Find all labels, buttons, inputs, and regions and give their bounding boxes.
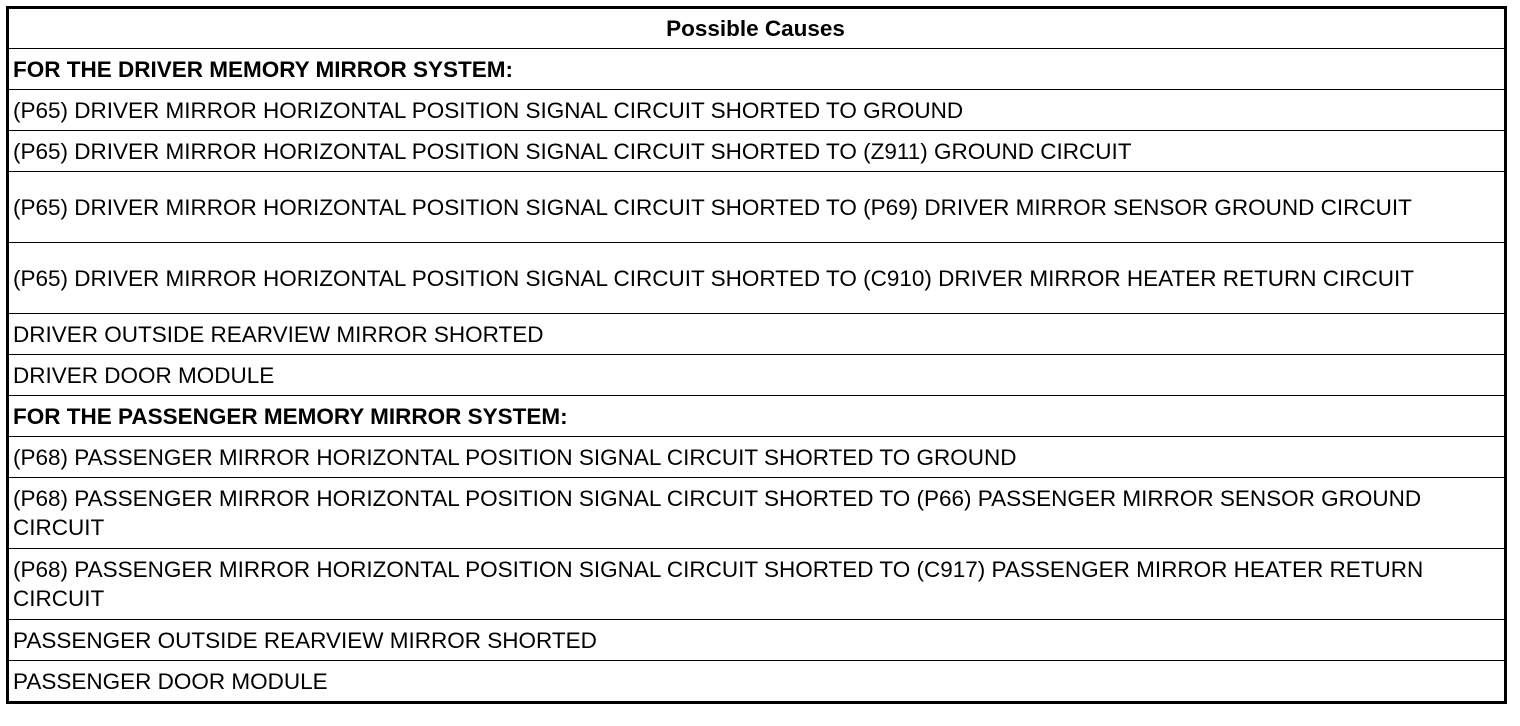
table-row — [9, 355, 1504, 396]
table-row — [9, 437, 1504, 478]
table-row — [9, 620, 1504, 661]
table-row — [9, 172, 1504, 243]
table-row — [9, 90, 1504, 131]
cause-cell: (P65) DRIVER MIRROR HORIZONTAL POSITION SIGNAL CIRCUIT SHORTED TO GROUND — [9, 90, 1504, 131]
cause-cell: DRIVER DOOR MODULE — [9, 355, 1504, 396]
table-header-possible-causes: Possible Causes — [666, 16, 845, 41]
cause-cell: PASSENGER OUTSIDE REARVIEW MIRROR SHORTED — [9, 620, 1504, 661]
cause-cell: (P68) PASSENGER MIRROR HORIZONTAL POSITION SIGNAL CIRCUIT SHORTED TO (C917) PASSENGER MIRROR HEATER RETURN CIRCUIT — [9, 549, 1504, 620]
table-row — [9, 478, 1504, 549]
table-row — [9, 49, 1504, 90]
possible-causes-table-frame — [6, 6, 1507, 704]
table-row — [9, 661, 1504, 702]
possible-causes-table — [9, 9, 1504, 701]
cause-cell: (P68) PASSENGER MIRROR HORIZONTAL POSITION SIGNAL CIRCUIT SHORTED TO GROUND — [9, 437, 1504, 478]
section-heading-passenger: FOR THE PASSENGER MEMORY MIRROR SYSTEM: — [9, 396, 1504, 437]
table-row — [9, 131, 1504, 172]
cause-cell: (P65) DRIVER MIRROR HORIZONTAL POSITION SIGNAL CIRCUIT SHORTED TO (Z911) GROUND CIRCUIT — [9, 131, 1504, 172]
table-row — [9, 314, 1504, 355]
cause-cell: (P65) DRIVER MIRROR HORIZONTAL POSITION SIGNAL CIRCUIT SHORTED TO (P69) DRIVER MIRROR SENSOR GROUND CIRCUIT — [9, 172, 1504, 243]
cause-cell: DRIVER OUTSIDE REARVIEW MIRROR SHORTED — [9, 314, 1504, 355]
cause-cell: (P68) PASSENGER MIRROR HORIZONTAL POSITION SIGNAL CIRCUIT SHORTED TO (P66) PASSENGER MIRROR SENSOR GROUND CIRCUIT — [9, 478, 1504, 549]
table-row — [9, 243, 1504, 314]
table-row — [9, 549, 1504, 620]
table-header-row — [9, 9, 1504, 49]
table-row — [9, 396, 1504, 437]
section-heading-driver: FOR THE DRIVER MEMORY MIRROR SYSTEM: — [9, 49, 1504, 90]
cause-cell: (P65) DRIVER MIRROR HORIZONTAL POSITION SIGNAL CIRCUIT SHORTED TO (C910) DRIVER MIRROR HEATER RETURN CIRCUIT — [9, 243, 1504, 314]
cause-cell: PASSENGER DOOR MODULE — [9, 661, 1504, 702]
